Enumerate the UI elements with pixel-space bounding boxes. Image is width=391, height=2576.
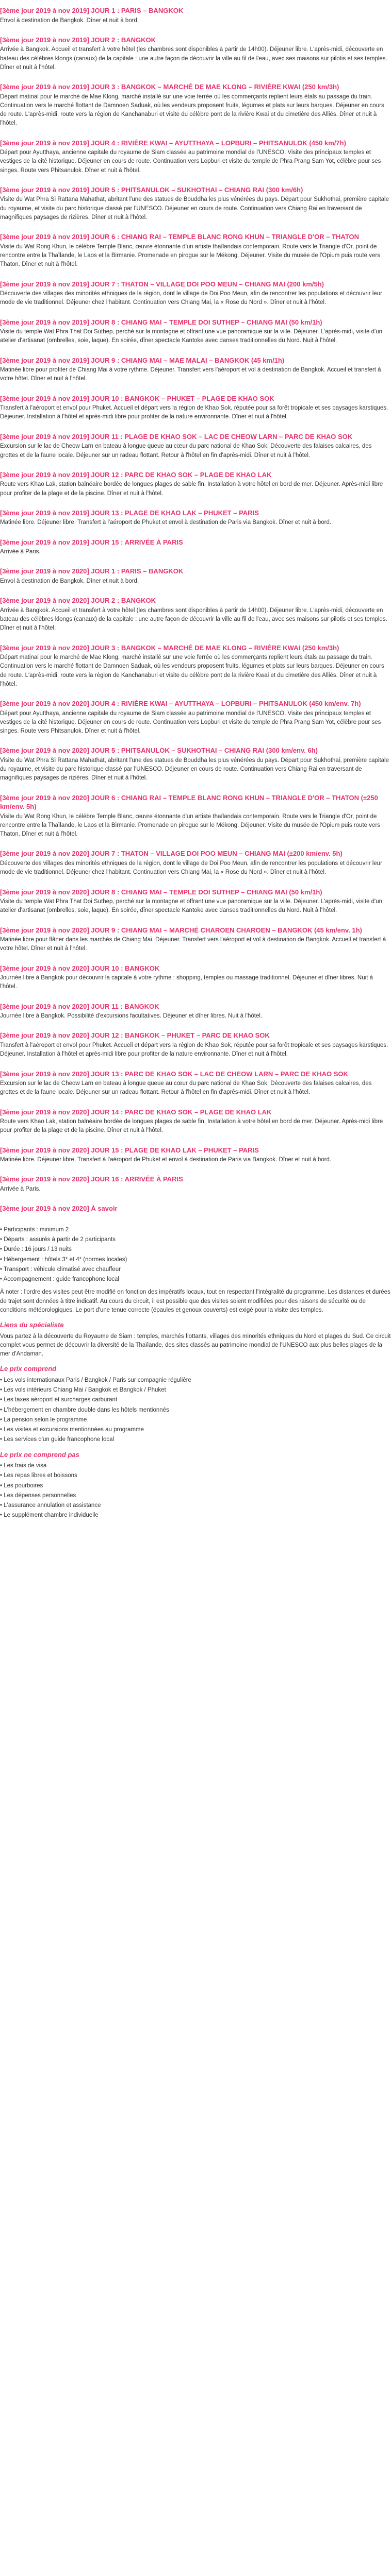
day-title: [3ème jour 2019 à nov 2019] JOUR 4 : RIVIÈRE KWAI – AYUTTHAYA – LOPBURI – PHITSANULOK (450 km/7h) <box>0 139 346 147</box>
itinerary-day <box>0 1204 391 1221</box>
itinerary-day <box>0 1146 391 1172</box>
day-description: Envol à destination de Bangkok. Dîner et nuit à bord. <box>0 578 139 584</box>
a-savoir-item: • Hébergement : hôtels 3* et 4* (normes locales) <box>0 1256 391 1264</box>
day-title: [3ème jour 2019 à nov 2019] JOUR 9 : CHIANG MAI – MAE MALAI – BANGKOK (45 km/1h) <box>0 356 285 364</box>
day-title: [3ème jour 2019 à nov 2019] JOUR 6 : CHIANG RAI – TEMPLE BLANC RONG KHUN – TRIANGLE D'OR – THATON <box>0 233 360 241</box>
day-title: [3ème jour 2019 à nov 2019] JOUR 8 : CHIANG MAI – TEMPLE DOI SUTHEP – CHIANG MAI (50 km/1h) <box>0 318 322 326</box>
day-description: Visite du Wat Phra Si Rattana Mahathat, abritant l'une des statues de Bouddha les plus vénérées du pays. Départ pour Sukhothai, première capitale du royaume, et visite du parc historique classé par l'UNESCO. Déjeuner en cours de route. Continuation vers Chiang Rai en traversant de magnifiques paysages de rizières. Dîner et nuit à l'hôtel. <box>0 196 389 221</box>
itinerary-day <box>0 318 391 353</box>
price-excludes-list <box>0 1462 391 1520</box>
day-title: [3ème jour 2019 à nov 2020] JOUR 11 : BANGKOK <box>0 1002 159 1010</box>
day-description: Visite du Wat Rong Khun, le célèbre Temple Blanc, œuvre étonnante d'un artiste thaïlandais contemporain. Route vers le Triangle d'Or, point de rencontre entre la Thaïlande, le Laos et la Birmanie. Promenade en pirogue sur le Mékong. Déjeuner. Visite du musée de l'Opium puis route vers Thaton. Dîner et nuit à l'hôtel. <box>0 813 380 838</box>
price-excludes-item: • Les frais de visa <box>0 1462 391 1470</box>
day-description: Matinée libre pour flâner dans les marchés de Chiang Mai. Déjeuner. Transfert vers l'aéroport et vol à destination de Bangkok. Accueil et transfert à votre hôtel. Dîner et nuit à l'hôtel. <box>0 937 386 952</box>
day-title: [3ème jour 2019 à nov 2019] JOUR 1 : PARIS – BANGKOK <box>0 7 184 14</box>
itinerary-day <box>0 926 391 961</box>
itinerary-day <box>0 964 391 999</box>
itinerary-day <box>0 643 391 697</box>
day-title: [3ème jour 2019 à nov 2020] JOUR 4 : RIVIÈRE KWAI – AYUTTHAYA – LOPBURI – PHITSANULOK (450 km/env. 7h) <box>0 700 361 708</box>
day-title: [3ème jour 2019 à nov 2019] JOUR 15 : ARRIVÉE À PARIS <box>0 538 183 546</box>
day-title: [3ème jour 2019 à nov 2020] JOUR 16 : ARRIVÉE À PARIS <box>0 1175 183 1183</box>
day-title: [3ème jour 2019 à nov 2019] JOUR 12 : PARC DE KHAO SOK – PLAGE DE KHAO LAK <box>0 470 272 479</box>
a-savoir-section <box>0 1226 391 1315</box>
day-title: [3ème jour 2019 à nov 2020] JOUR 12 : BANGKOK – PHUKET – PARC DE KHAO SOK <box>0 1031 270 1040</box>
day-title: [3ème jour 2019 à nov 2020] JOUR 14 : PARC DE KHAO SOK – PLAGE DE KHAO LAK <box>0 1108 272 1116</box>
day-description: Visite du Wat Phra Si Rattana Mahathat, abritant l'une des statues de Bouddha les plus vénérées du pays. Départ pour Sukhothai, première capitale du royaume, et visite du parc historique classé par l'UNESCO. Déjeuner en cours de route. Continuation vers Chiang Rai en traversant de magnifiques paysages de rizières. Dîner et nuit à l'hôtel. <box>0 757 389 782</box>
price-includes-item: • Les services d'un guide francophone local <box>0 1435 391 1444</box>
day-title: [3ème jour 2019 à nov 2020] JOUR 13 : PARC DE KHAO SOK – LAC DE CHEOW LARN – PARC DE KHAO SOK <box>0 1070 348 1078</box>
day-description: Visite du temple Wat Phra That Doi Suthep, perché sur la montagne et offrant une vue panoramique sur la ville. Déjeuner. L'après-midi, visite d'un atelier d'artisanat (ombrelles, soie, laque). En soirée, dîner spectacle Kantoke avec danses traditionnelles du Nord. Nuit à l'hôtel. <box>0 899 383 914</box>
day-title: [3ème jour 2019 à nov 2019] JOUR 7 : THATON – VILLAGE DOI POO MEUN – CHIANG MAI (200 km/5h) <box>0 280 324 288</box>
itinerary-day <box>0 6 391 32</box>
itinerary-day <box>0 1070 391 1105</box>
day-description: Journée libre à Bangkok. Possibilité d'excursions facultatives. Déjeuner et dîner libres. Nuit à l'hôtel. <box>0 1013 263 1020</box>
day-title: [3ème jour 2019 à nov 2020] JOUR 6 : CHIANG RAI – TEMPLE BLANC RONG KHUN – TRIANGLE D'OR – THATON (±250 km/env. 5h) <box>0 793 378 811</box>
day-title: [3ème jour 2019 à nov 2019] JOUR 10 : BANGKOK – PHUKET – PLAGE DE KHAO SOK <box>0 394 274 402</box>
day-description: Matinée libre pour profiter de Chiang Mai à votre rythme. Déjeuner. Transfert vers l'aéroport et vol à destination de Bangkok. Accueil et transfert à votre hôtel. Dîner et nuit à l'hôtel. <box>0 367 381 382</box>
day-description: Découverte des villages des minorités ethniques de la région, dont le village de Doi Poo Meun, afin de rencontrer les populations et découvrir leur mode de vie traditionnel. Déjeuner chez l'habitant. Continuation vers Chiang Mai, la « Rose du Nord ». Dîner et nuit à l'hôtel. <box>0 291 382 306</box>
itinerary-day <box>0 509 391 535</box>
price-includes-title: Le prix comprend <box>0 1365 57 1373</box>
day-description: Excursion sur le lac de Cheow Larn en bateau à longue queue au cœur du parc national de Khao Sok. Découverte des falaises calcaires, des grottes et de la faune locale. Déjeuner sur un radeau flottant. Retour à l'hôtel en fin d'après-midi. Dîner et nuit à l'hôtel. <box>0 1080 372 1096</box>
day-title: [3ème jour 2019 à nov 2019] JOUR 5 : PHITSANULOK – SUKHOTHAI – CHIANG RAI (300 km/6h) <box>0 185 303 194</box>
day-description: Route vers Khao Lak, station balnéaire bordée de longues plages de sable fin. Installation à votre hôtel en bord de mer. Déjeuner. Après-midi libre pour profiter de la plage et de la piscine. Dîner et nuit à l'hôtel. <box>0 481 383 497</box>
day-title: [3ème jour 2019 à nov 2020] JOUR 7 : THATON – VILLAGE DOI POO MEUN – CHIANG MAI (±200 km/env. 5h) <box>0 850 343 858</box>
price-includes-section <box>0 1364 391 1444</box>
price-includes-item: • Les vols intérieurs Chiang Mai / Bangkok et Bangkok / Phuket <box>0 1386 391 1395</box>
day-description: Découverte des villages des minorités ethniques de la région, dont le village de Doi Poo Meun, afin de rencontrer les populations et découvrir leur mode de vie traditionnel. Déjeuner chez l'habitant. Continuation vers Chiang Mai, la « Rose du Nord ». Dîner et nuit à l'hôtel. <box>0 860 382 876</box>
day-description: Journée libre à Bangkok pour découvrir la capitale à votre rythme : shopping, temples ou massage traditionnel. Déjeuner et dîner libres. Nuit à l'hôtel. <box>0 975 373 990</box>
itinerary-day <box>0 1175 391 1201</box>
day-description: Transfert à l'aéroport et envol pour Phuket. Accueil et départ vers la région de Khao Sok, réputée pour sa forêt tropicale et ses paysages karstiques. Déjeuner. Installation à l'hôtel et après-midi libre pour profiter de la nature environnante. Dîner et nuit à l'hôtel. <box>0 1042 388 1058</box>
a-savoir-list <box>0 1226 391 1284</box>
a-savoir-item: • Participants : minimum 2 <box>0 1226 391 1234</box>
day-description: Matinée libre. Déjeuner libre. Transfert à l'aéroport de Phuket et envol à destination de Paris via Bangkok. Dîner et nuit à bord. <box>0 519 332 526</box>
itinerary-day <box>0 470 391 505</box>
a-savoir-text: À noter : l'ordre des visites peut être modifié en fonction des impératifs locaux, tout en respectant l'intégralité du programme. Les distances et durées de trajet sont données à titre indicatif. Au cours du circuit, il est possible que des visites soient modifiées pour des raisons de sécurité ou de conditions météorologiques. Le port d'une tenue correcte (épaules et genoux couverts) est exigé pour la visite des temples. <box>0 1289 390 1313</box>
itinerary-day <box>0 82 391 135</box>
day-description: Envol à destination de Bangkok. Dîner et nuit à bord. <box>0 17 139 24</box>
itinerary-day <box>0 432 391 467</box>
day-description: Visite du Wat Rong Khun, le célèbre Temple Blanc, œuvre étonnante d'un artiste thaïlandais contemporain. Route vers le Triangle d'Or, point de rencontre entre la Thaïlande, le Laos et la Birmanie. Promenade en pirogue sur le Mékong. Déjeuner. Visite du musée de l'Opium puis route vers Thaton. Dîner et nuit à l'hôtel. <box>0 243 380 268</box>
day-title: [3ème jour 2019 à nov 2020] JOUR 9 : CHIANG MAI – MARCHÉ CHAROEN CHAROEN – BANGKOK (45 km/env. 1h) <box>0 926 362 934</box>
price-includes-item: • L'hébergement en chambre double dans les hôtels mentionnés <box>0 1406 391 1415</box>
day-description: Excursion sur le lac de Cheow Larn en bateau à longue queue au cœur du parc national de Khao Sok. Découverte des falaises calcaires, des grottes et de la faune locale. Déjeuner sur un radeau flottant. Retour à l'hôtel en fin d'après-midi. Dîner et nuit à l'hôtel. <box>0 443 372 459</box>
price-excludes-item: • Le supplément chambre individuelle <box>0 1511 391 1520</box>
itinerary-day <box>0 356 391 391</box>
specialist-title: Liens du spécialiste <box>0 1321 64 1329</box>
day-description: Départ matinal pour le marché de Mae Klong, marché installé sur une voie ferrée où les commerçants replient leurs étals au passage du train. Continuation vers le marché flottant de Damnoen Saduak, où les vendeurs proposent fruits, légumes et plats sur leurs barques. Déjeuner en cours de route. L'après-midi, route vers la région de Kanchanaburi et visite du célèbre pont de la rivière Kwai et du cimetière des Alliés. Dîner et nuit à l'hôtel. <box>0 654 384 687</box>
day-description: Arrivée à Bangkok. Accueil et transfert à votre hôtel (les chambres sont disponibles à partir de 14h00). Déjeuner libre. L'après-midi, découverte en bateau des célèbres klongs (canaux) de la capitale : une autre façon de découvrir la ville au fil de l'eau, avec ses maisons sur pilotis et ses temples. Dîner et nuit à l'hôtel. <box>0 607 387 632</box>
itinerary-day <box>0 1002 391 1028</box>
specialist-section <box>0 1320 391 1359</box>
price-excludes-section <box>0 1450 391 1520</box>
itinerary-day <box>0 1108 391 1143</box>
price-excludes-item: • L'assurance annulation et assistance <box>0 1501 391 1510</box>
day-title: [3ème jour 2019 à nov 2020] JOUR 1 : PARIS – BANGKOK <box>0 567 184 575</box>
day-description: Matinée libre. Déjeuner libre. Transfert à l'aéroport de Phuket et envol à destination de Paris via Bangkok. Dîner et nuit à bord. <box>0 1157 332 1163</box>
price-excludes-item: • Les pourboires <box>0 1482 391 1490</box>
day-title: [3ème jour 2019 à nov 2020] JOUR 15 : PLAGE DE KHAO LAK – PHUKET – PARIS <box>0 1146 259 1154</box>
itinerary-day <box>0 699 391 743</box>
itinerary-day <box>0 538 391 564</box>
price-includes-item: • La pension selon le programme <box>0 1416 391 1425</box>
day-description: Arrivée à Paris. <box>0 549 41 555</box>
day-title: [3ème jour 2019 à nov 2020] JOUR 8 : CHIANG MAI – TEMPLE DOI SUTHEP – CHIANG MAI (50 km/1h) <box>0 888 322 896</box>
day-title: [3ème jour 2019 à nov 2020] JOUR 2 : BANGKOK <box>0 597 156 605</box>
a-savoir-item: • Durée : 16 jours / 13 nuits <box>0 1245 391 1254</box>
itinerary-day <box>0 280 391 315</box>
day-title: [3ème jour 2019 à nov 2020] JOUR 5 : PHITSANULOK – SUKHOTHAI – CHIANG RAI (300 km/env. 6h) <box>0 747 318 755</box>
itinerary-day <box>0 139 391 182</box>
itinerary <box>0 6 391 1221</box>
a-savoir-item: • Transport : véhicule climatisé avec chauffeur <box>0 1265 391 1274</box>
a-savoir-item: • Accompagnement : guide francophone local <box>0 1275 391 1284</box>
price-includes-item: • Les taxes aéroport et surcharges carburant <box>0 1396 391 1404</box>
specialist-text: Vous partez à la découverte du Royaume de Siam : temples, marchés flottants, villages des minorités ethniques du Nord et plages du Sud. Ce circuit complet vous permet de découvrir la diversité de la Thaïlande, des sites classés au patrimoine mondial de l'UNESCO aux plus belles plages de la mer d'Andaman. <box>0 1333 391 1357</box>
day-description: Route vers Khao Lak, station balnéaire bordée de longues plages de sable fin. Installation à votre hôtel en bord de mer. Déjeuner. Après-midi libre pour profiter de la plage et de la piscine. Dîner et nuit à l'hôtel. <box>0 1118 383 1134</box>
itinerary-day <box>0 849 391 884</box>
itinerary-day <box>0 793 391 846</box>
price-excludes-item: • Les repas libres et boissons <box>0 1471 391 1480</box>
a-savoir-item: • Départs : assurés à partir de 2 participants <box>0 1235 391 1244</box>
day-description: Arrivée à Paris. <box>0 1185 41 1192</box>
day-description: Départ pour Ayutthaya, ancienne capitale du royaume de Siam classée au patrimoine mondial de l'UNESCO. Visite des principaux temples et vestiges de la cité historique. Déjeuner en cours de route. Continuation vers Lopburi et visite du temple de Phra Prang Sam Yot, célèbre pour ses singes. Route vers Phitsanulok. Dîner et nuit à l'hôtel. <box>0 710 381 735</box>
itinerary-day <box>0 1031 391 1066</box>
itinerary-day <box>0 185 391 229</box>
itinerary-day <box>0 232 391 276</box>
itinerary-day <box>0 567 391 593</box>
day-title: [3ème jour 2019 à nov 2019] JOUR 13 : PLAGE DE KHAO LAK – PHUKET – PARIS <box>0 509 259 517</box>
day-title: [3ème jour 2019 à nov 2020] À savoir <box>0 1205 118 1213</box>
itinerary-day <box>0 394 391 429</box>
day-description: Arrivée à Bangkok. Accueil et transfert à votre hôtel (les chambres sont disponibles à partir de 14h00). Déjeuner libre. L'après-midi, découverte en bateau des célèbres klongs (canaux) de la capitale : une autre façon de découvrir la ville au fil de l'eau, avec ses maisons sur pilotis et ses temples. Dîner et nuit à l'hôtel. <box>0 46 387 71</box>
day-description: Visite du temple Wat Phra That Doi Suthep, perché sur la montagne et offrant une vue panoramique sur la ville. Déjeuner. L'après-midi, visite d'un atelier d'artisanat (ombrelles, soie, laque). En soirée, dîner spectacle Kantoke avec danses traditionnelles du Nord. Nuit à l'hôtel. <box>0 329 383 344</box>
itinerary-day <box>0 746 391 790</box>
price-excludes-title: Le prix ne comprend pas <box>0 1450 79 1459</box>
price-includes-list <box>0 1376 391 1445</box>
itinerary-day <box>0 888 391 923</box>
day-title: [3ème jour 2019 à nov 2020] JOUR 10 : BANGKOK <box>0 964 160 972</box>
day-description: Départ pour Ayutthaya, ancienne capitale du royaume de Siam classée au patrimoine mondial de l'UNESCO. Visite des principaux temples et vestiges de la cité historique. Déjeuner en cours de route. Continuation vers Lopburi et visite du temple de Phra Prang Sam Yot, célèbre pour ses singes. Route vers Phitsanulok. Dîner et nuit à l'hôtel. <box>0 149 381 174</box>
price-excludes-item: • Les dépenses personnelles <box>0 1492 391 1500</box>
day-description: Départ matinal pour le marché de Mae Klong, marché installé sur une voie ferrée où les commerçants replient leurs étals au passage du train. Continuation vers le marché flottant de Damnoen Saduak, où les vendeurs proposent fruits, légumes et plats sur leurs barques. Déjeuner en cours de route. L'après-midi, route vers la région de Kanchanaburi et visite du célèbre pont de la rivière Kwai et du cimetière des Alliés. Dîner et nuit à l'hôtel. <box>0 93 384 127</box>
price-includes-item: • Les vols internationaux Paris / Bangkok / Paris sur compagnie régulière <box>0 1376 391 1385</box>
day-title: [3ème jour 2019 à nov 2020] JOUR 3 : BANGKOK – MARCHÉ DE MAE KLONG – RIVIÈRE KWAI (250 km/3h) <box>0 643 339 652</box>
day-title: [3ème jour 2019 à nov 2019] JOUR 3 : BANGKOK – MARCHÉ DE MAE KLONG – RIVIÈRE KWAI (250 km/3h) <box>0 83 339 91</box>
day-title: [3ème jour 2019 à nov 2019] JOUR 11 : PLAGE DE KHAO SOK – LAC DE CHEOW LARN – PARC DE KHAO SOK <box>0 432 353 440</box>
price-includes-item: • Les visites et excursions mentionnées au programme <box>0 1426 391 1434</box>
itinerary-day <box>0 596 391 640</box>
itinerary-day <box>0 36 391 79</box>
day-title: [3ème jour 2019 à nov 2019] JOUR 2 : BANGKOK <box>0 36 156 44</box>
day-description: Transfert à l'aéroport et envol pour Phuket. Accueil et départ vers la région de Khao Sok, réputée pour sa forêt tropicale et ses paysages karstiques. Déjeuner. Installation à l'hôtel et après-midi libre pour profiter de la nature environnante. Dîner et nuit à l'hôtel. <box>0 405 388 420</box>
